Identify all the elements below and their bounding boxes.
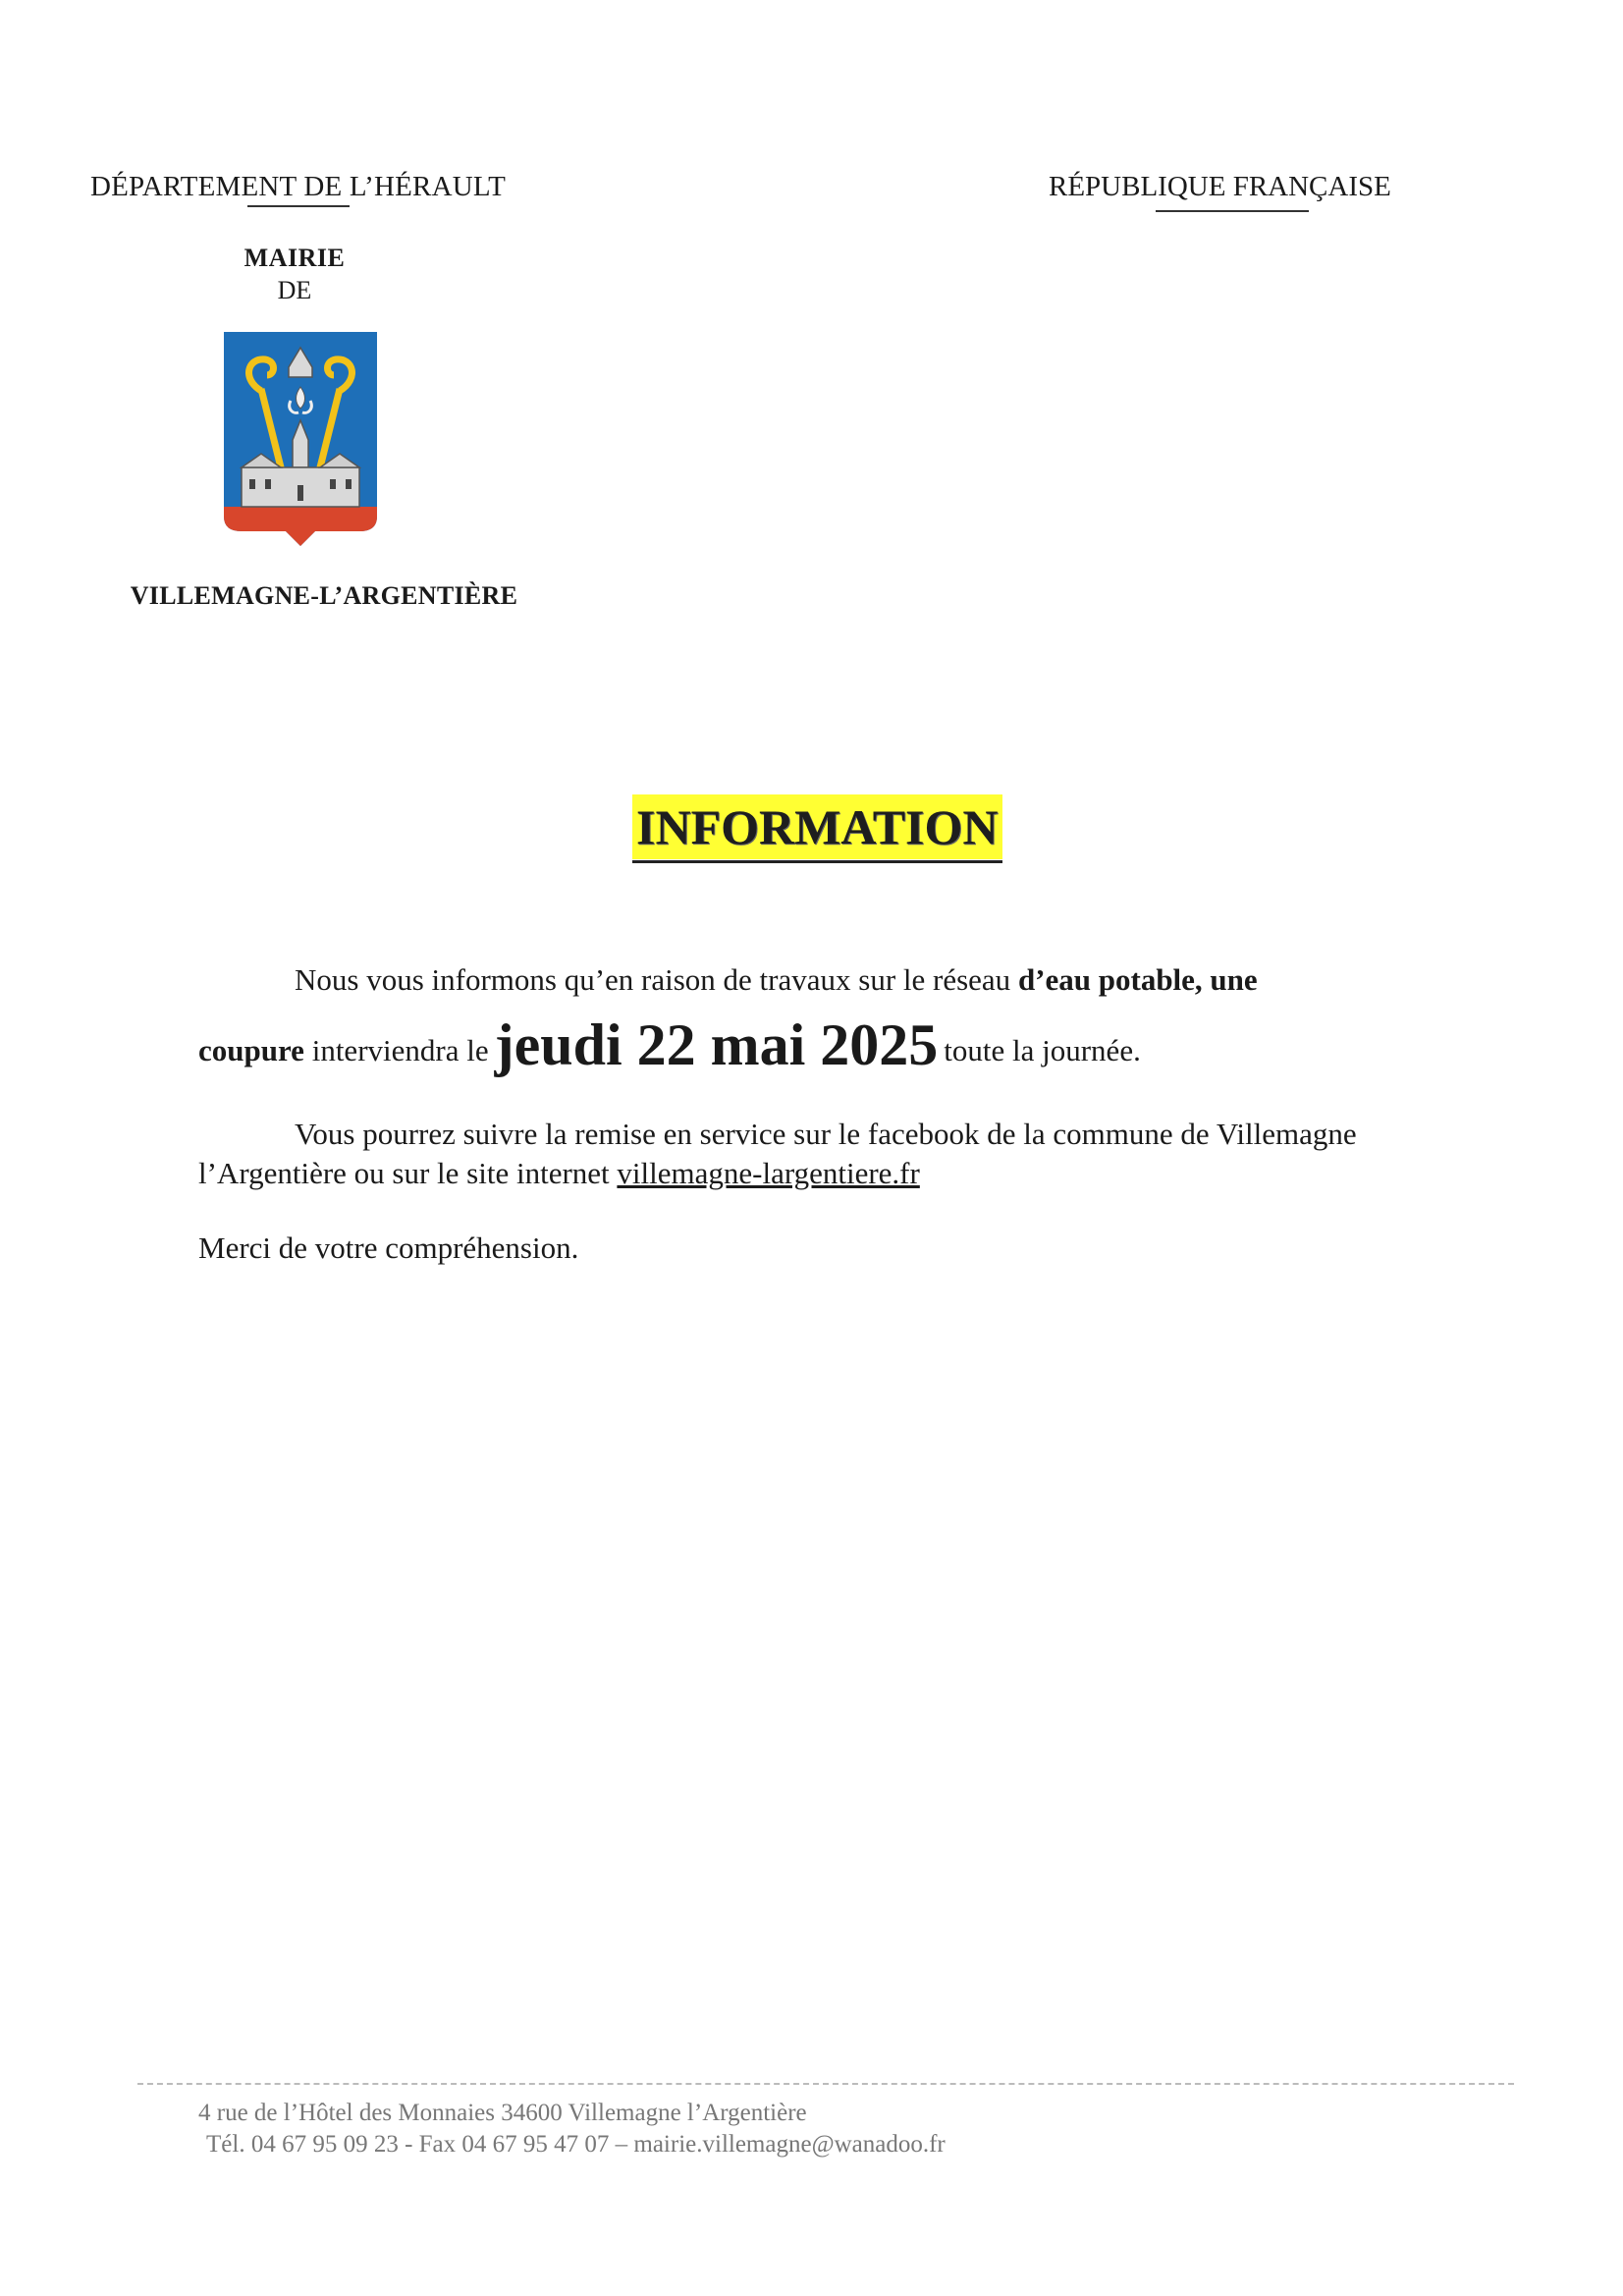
notice-paragraph-2 [198, 1011, 1141, 1090]
p2-text2: toute la journée. [944, 1033, 1141, 1067]
p1-text: Nous vous informons qu’en raison de travaux sur le réseau [295, 962, 1018, 997]
notice-paragraph-4 [198, 1156, 920, 1191]
republic-underline [1156, 210, 1309, 212]
mairie-label: MAIRIE [243, 244, 346, 272]
footer-divider [137, 2083, 1514, 2085]
footer-address: 4 rue de l’Hôtel des Monnaies 34600 Villemagne l’Argentière [198, 2100, 807, 2126]
notice-paragraph-1 [295, 962, 1258, 998]
coat-of-arms-icon [222, 330, 379, 548]
p1-bold: d’eau potable, une [1017, 962, 1258, 997]
republic-heading: RÉPUBLIQUE FRANÇAISE [1049, 171, 1391, 202]
department-heading: DÉPARTEMENT DE L’HÉRAULT [90, 171, 507, 202]
footer-contact: Tél. 04 67 95 09 23 - Fax 04 67 95 47 07 – mairie.villemagne@wanadoo.fr [206, 2131, 946, 2158]
notice-paragraph-3: Vous pourrez suivre la remise en service sur le facebook de la commune de Villemagne [295, 1117, 1357, 1151]
department-underline [247, 205, 350, 207]
de-label: DE [277, 276, 312, 304]
closing-line: Merci de votre compréhension. [198, 1230, 579, 1265]
commune-name: VILLEMAGNE-L’ARGENTIÈRE [130, 581, 518, 610]
p2-text1: interviendra le [303, 1033, 489, 1067]
p2-bold: coupure [198, 1033, 304, 1067]
outage-date: jeudi 22 mai 2025 [494, 1012, 939, 1077]
p4-text: l’Argentière ou sur le site internet [198, 1156, 618, 1190]
website-link[interactable]: villemagne-largentiere.fr [617, 1156, 920, 1190]
notice-title: INFORMATION [632, 794, 1002, 859]
